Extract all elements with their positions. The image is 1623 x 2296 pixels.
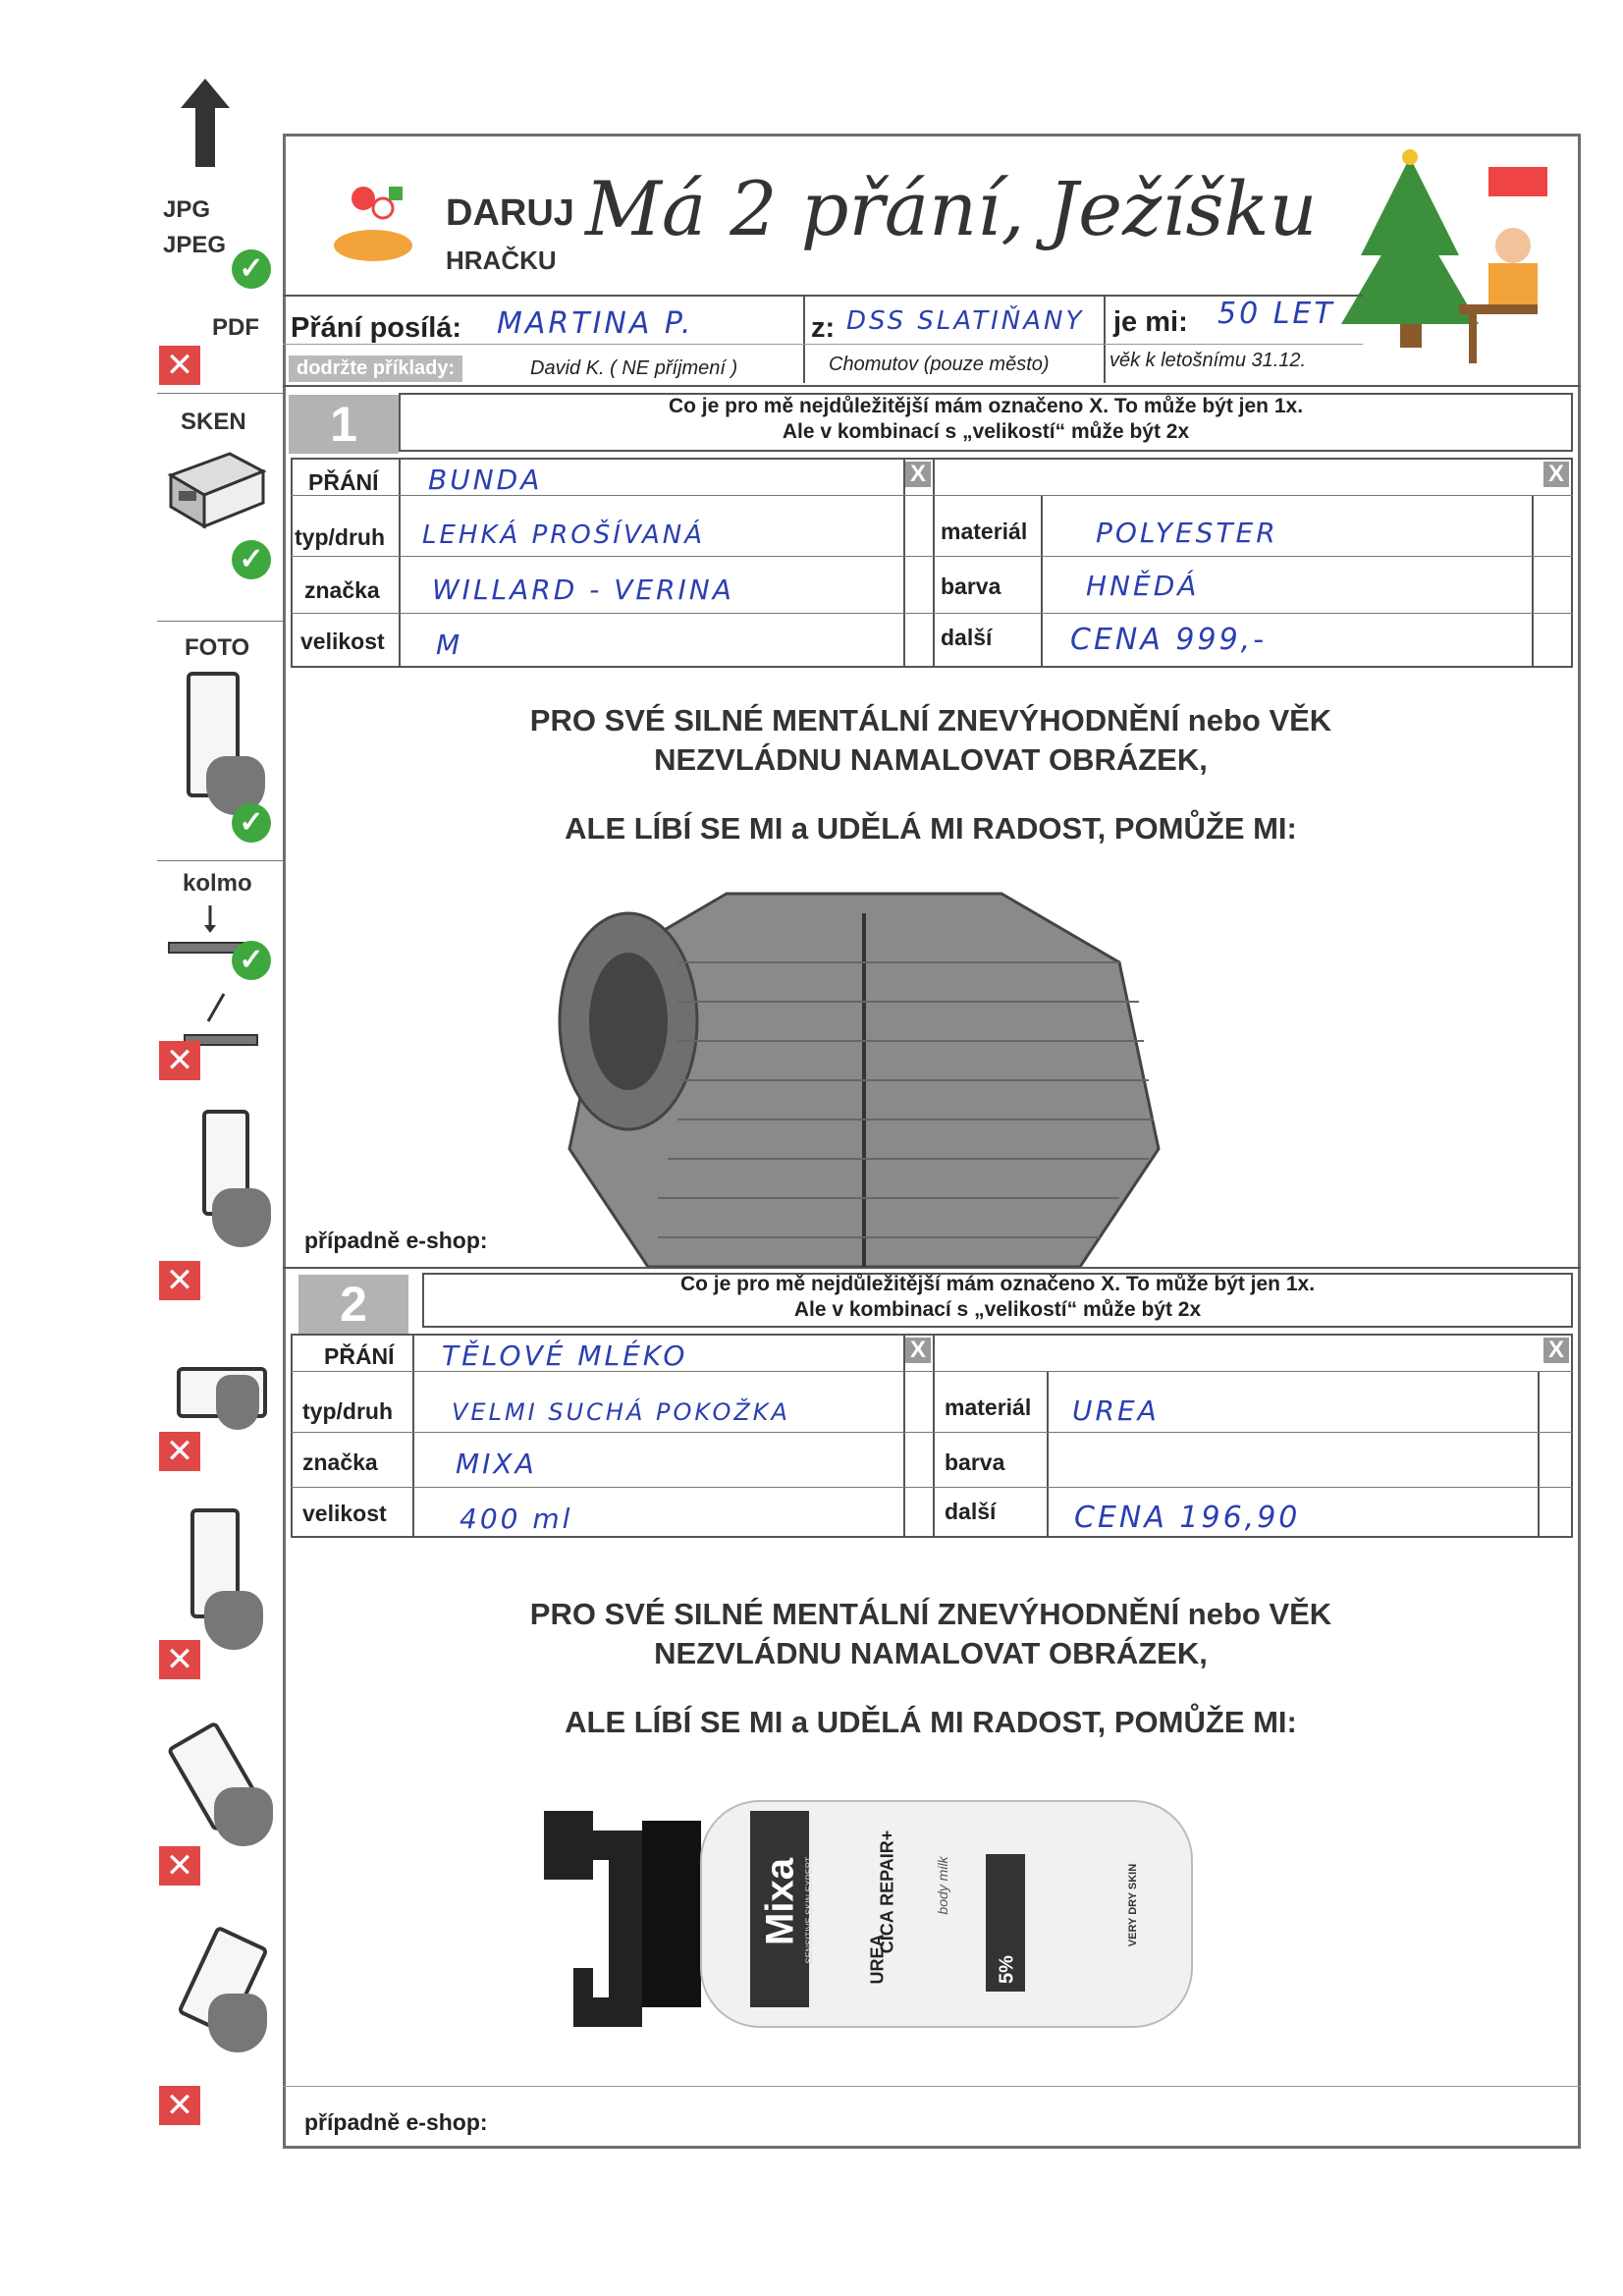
wish2-label-wish: PŘÁNÍ [324, 1343, 395, 1369]
lotion-image [514, 1772, 1212, 2056]
wish2-brand: MIXA [456, 1448, 537, 1480]
check-icon: ✓ [232, 249, 271, 289]
wish2-other: CENA 196,90 [1074, 1501, 1301, 1535]
lotion-line2: CICA REPAIR+ [877, 1830, 897, 1954]
sender-value: MARTINA P. [497, 306, 694, 341]
wish1-label-color: barva [941, 574, 1001, 599]
wish1-label-brand: značka [304, 577, 380, 603]
lotion-brand-sub: SENSITIVE SKIN EXPERT [804, 1856, 814, 1964]
cross-icon: ✕ [159, 346, 200, 385]
wish1-statement-1: PRO SVÉ SILNÉ MENTÁLNÍ ZNEVÝHODNĚNÍ nebo VĚK [529, 703, 1332, 738]
wish1-label-wish: PŘÁNÍ [308, 469, 379, 495]
wish1-eshop-label: případně e-shop: [304, 1228, 488, 1253]
wish2-instruction-2: Ale v kombinací s „velikostí“ může být 2x [793, 1298, 1202, 1321]
wish2-type: VELMI SUCHÁ POKOŽKA [452, 1398, 790, 1426]
wish1-statement-2: NEZVLÁDNU NAMALOVAT OBRÁZEK, [654, 742, 1208, 777]
wish1-instruction-1: Co je pro mě nejdůležitější mám označeno X. To může být jen 1x. [668, 395, 1304, 417]
wish2-x-marker-left: X [905, 1338, 931, 1363]
check-icon: ✓ [232, 803, 271, 843]
wish1-material: POLYESTER [1096, 517, 1278, 549]
wish1-other: CENA 999,- [1070, 623, 1268, 657]
phone-tilted-hand-icon [165, 1719, 283, 1856]
check-icon: ✓ [232, 540, 271, 579]
wish2-eshop-label: případně e-shop: [304, 2109, 488, 2135]
wish1-brand: WILLARD - VERINA [432, 574, 734, 606]
wish2-label-type: typ/druh [302, 1398, 393, 1424]
wish1-label-type: typ/druh [295, 524, 385, 550]
phone-hand-icon [177, 1508, 275, 1656]
wish1-color: HNĚDÁ [1086, 570, 1200, 602]
wish1-label-other: další [941, 625, 993, 650]
wish1-x-marker-left: X [905, 462, 931, 487]
wish1-instruction-2: Ale v kombinací s „velikostí“ může být 2x [782, 420, 1190, 443]
christmas-tree-icon [1341, 147, 1557, 373]
wish1-statement-3: ALE LÍBÍ SE MI a UDĚLÁ MI RADOST, POMŮŽE MI: [565, 811, 1297, 846]
wish2-number: 2 [298, 1275, 408, 1334]
lotion-side-text: VERY DRY SKIN [1127, 1863, 1139, 1947]
wish1-number: 1 [289, 395, 399, 454]
from-label: z: [811, 312, 836, 344]
cross-icon: ✕ [159, 1041, 200, 1080]
age-value: 50 LET [1217, 297, 1335, 331]
page-title: Má 2 přání, Ježíšku [585, 165, 1318, 252]
logo-gift-icon [324, 177, 432, 275]
sidebar-sken-label: SKEN [181, 409, 246, 435]
logo-text-daruj: DARUJ [446, 192, 574, 234]
sidebar-jpeg-label: JPEG [163, 232, 227, 258]
wish2-material: UREA [1072, 1394, 1160, 1427]
wish1-label-material: materiál [941, 519, 1028, 544]
jacket-image [530, 854, 1198, 1283]
hint-name: David K. ( NE příjmení ) [530, 357, 738, 379]
sidebar-kolmo-label: kolmo [183, 870, 252, 897]
lotion-line3: body milk [935, 1856, 950, 1915]
cross-icon: ✕ [159, 1261, 200, 1300]
age-label: je mi: [1113, 306, 1188, 338]
wish1-size: M [436, 629, 463, 661]
wish1-wish: BUNDA [428, 464, 543, 496]
wish2-label-color: barva [945, 1449, 1005, 1475]
cross-icon: ✕ [159, 1432, 200, 1471]
phone-landscape-icon [167, 1355, 275, 1444]
wish1-label-size: velikost [300, 629, 385, 654]
scanner-icon [161, 446, 269, 534]
phone-hand-icon [173, 1110, 281, 1257]
wish2-label-material: materiál [945, 1394, 1032, 1420]
wish1-type: LEHKÁ PROŠÍVANÁ [422, 520, 705, 550]
wish2-instruction-1: Co je pro mě nejdůležitější mám označeno X. To může být jen 1x. [679, 1273, 1316, 1295]
hint-age: věk k letošnímu 31.12. [1109, 350, 1307, 371]
wish2-label-size: velikost [302, 1501, 387, 1526]
wish2-statement-3: ALE LÍBÍ SE MI a UDĚLÁ MI RADOST, POMŮŽE MI: [565, 1705, 1297, 1739]
lotion-brand: Mixa [758, 1858, 802, 1945]
lotion-badge: 5% [996, 1955, 1018, 1984]
phone-hand-icon [157, 668, 275, 825]
wish2-statement-1: PRO SVÉ SILNÉ MENTÁLNÍ ZNEVÝHODNĚNÍ nebo VĚK [529, 1597, 1332, 1631]
sidebar-foto-label: FOTO [185, 634, 250, 661]
hint-city: Chomutov (pouze město) [829, 354, 1050, 375]
cross-icon: ✕ [159, 1640, 200, 1679]
wish2-size: 400 ml [460, 1503, 573, 1535]
wish2-x-marker-right: X [1543, 1338, 1569, 1363]
sidebar-jpg-label: JPG [163, 196, 211, 223]
check-icon: ✓ [232, 941, 271, 980]
wish1-x-marker-right: X [1543, 462, 1569, 487]
wish2-wish: TĚLOVÉ MLÉKO [442, 1339, 688, 1372]
arrow-up-icon [181, 79, 230, 167]
wish2-label-brand: značka [302, 1449, 378, 1475]
phone-tilted-hand-icon [165, 1925, 283, 2062]
sender-label: Přání posílá: [291, 312, 462, 344]
wish2-label-other: další [945, 1499, 997, 1524]
logo-text-hracku: HRAČKU [446, 246, 557, 275]
lotion-line1: UREA [867, 1934, 888, 1985]
sidebar-pdf-label: PDF [212, 314, 259, 341]
hint-label: dodržte příklady: [289, 355, 462, 382]
wish2-statement-2: NEZVLÁDNU NAMALOVAT OBRÁZEK, [654, 1636, 1208, 1670]
cross-icon: ✕ [159, 1846, 200, 1886]
from-value: DSS SLATIŇANY [846, 306, 1085, 336]
cross-icon: ✕ [159, 2086, 200, 2125]
